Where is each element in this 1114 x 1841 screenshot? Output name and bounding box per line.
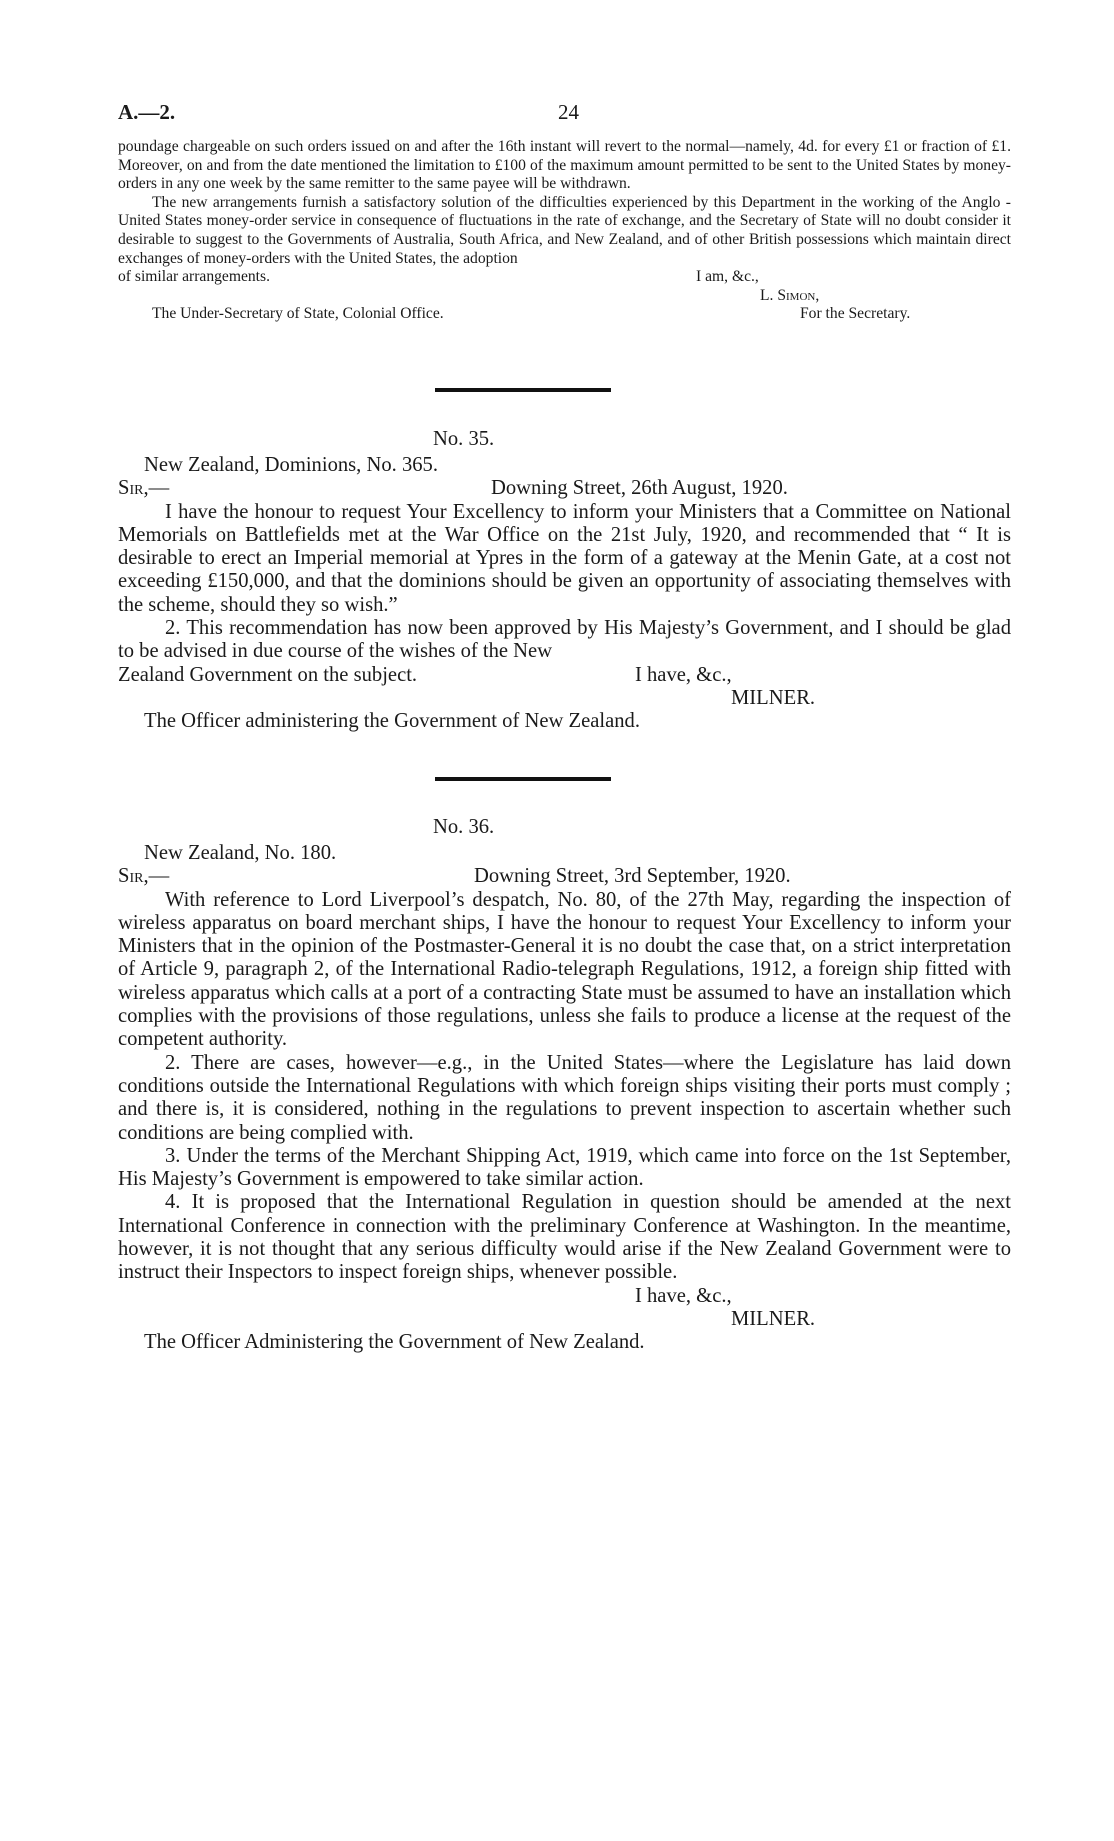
letter-36-place-date: Downing Street, 3rd September, 1920.	[474, 865, 791, 888]
letter-36-paragraph-2: 2. There are cases, however—e.g., in the United States—where the Legislature has laid down conditions outside the International Regulations with which foreign ships visiting their ports must comply ; and there is, it is considered, nothing in the regulations to prevent inspection to ascertain whether such conditions are being complied with.	[118, 1051, 1011, 1144]
letter-36-salutation-row	[118, 865, 1011, 888]
letter-35	[118, 428, 1011, 736]
letter-36-reference: New Zealand, No. 180.	[144, 842, 337, 864]
continued-addressee-row	[118, 305, 1011, 324]
letter-35-signatory-row	[118, 687, 1011, 710]
letter-36-addressee: The Officer Administering the Government of New Zealand.	[144, 1331, 645, 1354]
letter-35-number: No. 35.	[433, 428, 495, 450]
running-head	[118, 100, 978, 130]
letter-36-reference-row	[118, 842, 1011, 865]
continued-closing: I am, &c.,	[696, 268, 759, 286]
letter-36	[118, 816, 1011, 1357]
letter-35-number-row	[118, 428, 1011, 454]
continued-letter	[118, 138, 1011, 324]
continued-closing-row	[118, 268, 1011, 287]
letter-35-place-date: Downing Street, 26th August, 1920.	[491, 477, 788, 500]
letter-36-closing: I have, &c.,	[635, 1284, 732, 1307]
section-rule-2	[435, 777, 611, 781]
continued-signatory-row	[118, 287, 1011, 306]
letter-35-signatory: MILNER.	[731, 686, 816, 709]
continued-paragraph-2: The new arrangements furnish a satisfactory solution of the difficulties experienced by this Department in the working of the Anglo - United States money-order service in consequence of fluctuations in the rate of exchange, and the Secretary of State will no doubt consider it desirable to suggest to the Governments of Australia, South Africa, and New Zealand, and of other British possessions which maintain direct exchanges of money-orders with the United States, the adoption	[118, 193, 1011, 267]
letter-36-closing-row	[118, 1285, 1011, 1308]
letter-36-paragraph-1: With reference to Lord Liverpool’s despatch, No. 80, of the 27th May, regarding the inspection of wireless apparatus on board merchant ships, I have the honour to request Your Excellency to inform your Ministers that in the opinion of the Postmaster-General it is no doubt the case that, on a strict interpretation of Article 9, paragraph 2, of the International Radio-telegraph Regulations, 1912, a foreign ship fitted with wireless apparatus which calls at a port of a contracting State must be assumed to have an installation which complies with the provisions of those regulations, unless she fails to produce a license at the request of the competent authority.	[118, 888, 1011, 1051]
section-rule-1	[435, 388, 611, 392]
letter-36-number-row	[118, 816, 1011, 842]
letter-36-paragraph-3: 3. Under the terms of the Merchant Shipping Act, 1919, which came into force on the 1st September, His Majesty’s Government is empowered to take similar action.	[118, 1144, 1011, 1191]
letter-35-reference-row	[118, 454, 1011, 477]
letter-36-number: No. 36.	[433, 816, 495, 838]
letter-35-closing: I have, &c.,	[635, 663, 732, 686]
letter-36-signatory: MILNER.	[731, 1307, 816, 1330]
letter-35-reference: New Zealand, Dominions, No. 365.	[144, 454, 438, 476]
letter-35-paragraph-2: 2. This recommendation has now been approved by His Majesty’s Government, and I should be glad to be advised in due course of the wishes of the New	[118, 617, 1011, 663]
letter-35-addressee: The Officer administering the Government of New Zealand.	[144, 710, 640, 733]
letter-35-closing-row	[118, 664, 1011, 687]
letter-36-addressee-row	[118, 1331, 1011, 1357]
continued-paragraph-2-end: of similar arrangements.	[118, 268, 270, 286]
continued-paragraph-1: poundage chargeable on such orders issued on and after the 16th instant will revert to the normal—namely, 4d. for every £1 or fraction of £1. Moreover, on and from the date mentioned the limitation to £100 of the maximum amount permitted to be sent to the United States by money-orders in any one week by the same remitter to the same payee will be withdrawn.	[118, 138, 1011, 193]
page-number: 24	[558, 100, 579, 124]
continued-signatory: L. Simon,	[760, 286, 820, 304]
letter-35-salutation: Sir,—	[118, 477, 170, 500]
letter-35-salutation-row	[118, 477, 1011, 500]
letter-36-paragraph-4: 4. It is proposed that the International Regulation in question should be amended at the next International Conference in connection with the preliminary Conference at Washington. In the meantime, however, it is not thought that any serious difficulty would arise if the New Zealand Government were to instruct their Inspectors to inspect foreign ships, whenever possible.	[118, 1191, 1011, 1284]
letter-36-salutation: Sir,—	[118, 865, 170, 888]
continued-for-line: For the Secretary.	[800, 305, 911, 323]
letter-35-addressee-row	[118, 710, 1011, 736]
continued-addressee: The Under-Secretary of State, Colonial Office.	[152, 305, 444, 323]
document-code: A.—2.	[118, 100, 176, 124]
letter-35-paragraph-2-end: Zealand Government on the subject.	[118, 663, 418, 686]
letter-35-paragraph-1: I have the honour to request Your Excellency to inform your Ministers that a Committee on National Memorials on Battlefields met at the War Office on the 21st July, 1920, and recommended that “ It is desirable to erect an Imperial memorial at Ypres in the form of a gateway at the Menin Gate, at a cost not exceeding £150,000, and that the dominions should be given an opportunity of associating themselves with the scheme, should they so wish.”	[118, 500, 1011, 616]
letter-36-signatory-row	[118, 1308, 1011, 1331]
